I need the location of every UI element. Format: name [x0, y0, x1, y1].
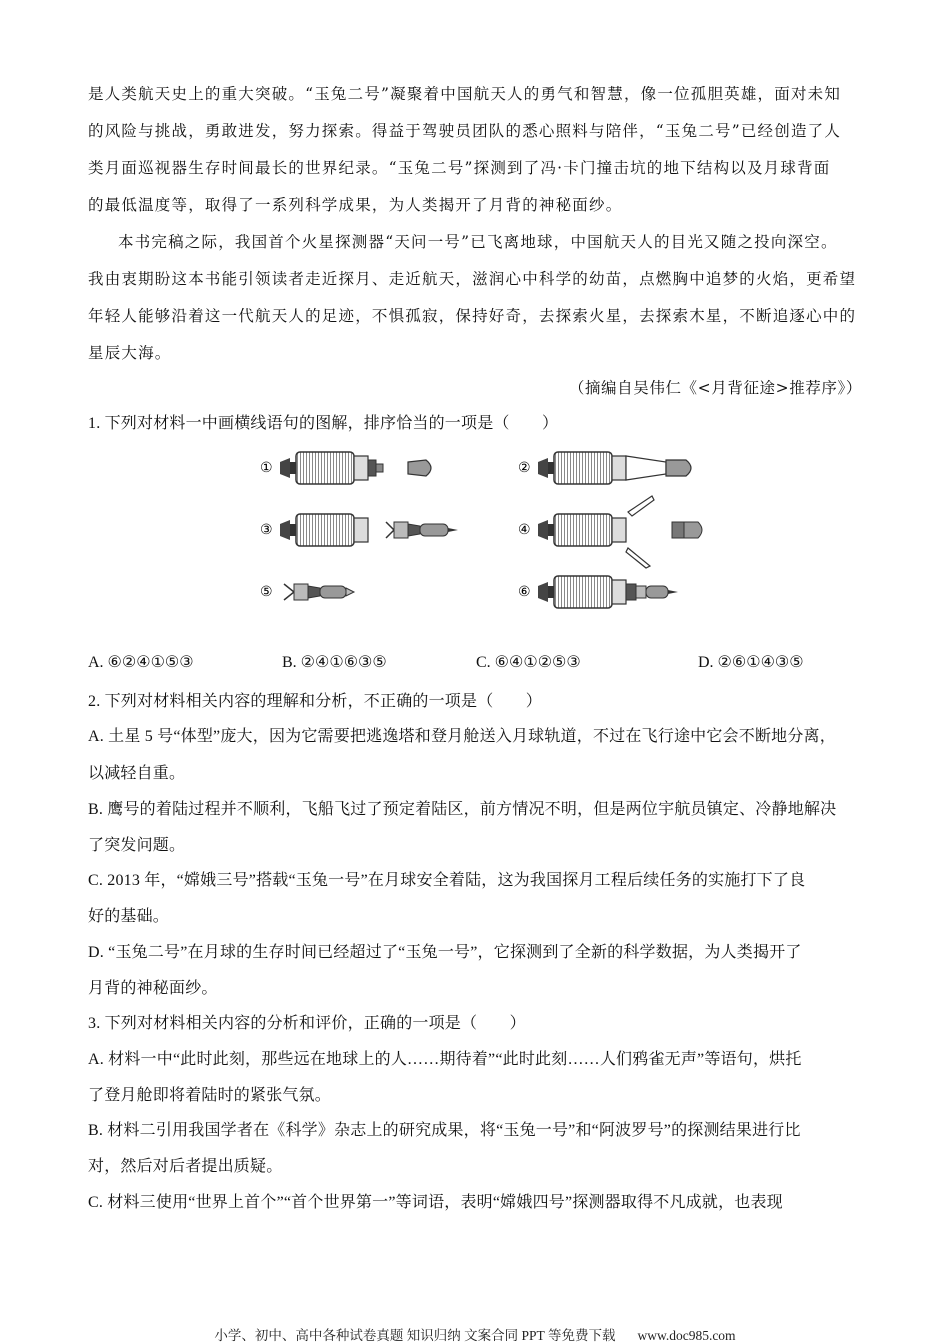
q1-option-d: D. ②⑥①④③⑤ — [698, 654, 804, 671]
figure-label-5: ⑤ — [260, 585, 273, 600]
passage-line: 年轻人能够沿着这一代航天人的足迹，不惧孤寂，保持好奇，去探索火星，去探索木星，不断追逐心中的 — [88, 307, 857, 325]
figure-item-2 — [518, 452, 691, 484]
footer-text: 小学、初中、高中各种试卷真题 知识归纳 文案合同 PPT 等免费下载 — [214, 1328, 616, 1343]
figure-item-3 — [260, 514, 458, 546]
q2-option-line: 月背的神秘面纱。 — [88, 980, 218, 997]
q2-option-line: B. 鹰号的着陆过程并不顺利，飞船飞过了预定着陆区，前方情况不明，但是两位宇航员镇定、冷静地解决 — [88, 801, 837, 818]
figure-item-5 — [260, 584, 354, 600]
q1-option-a: A. ⑥②④①⑤③ — [88, 654, 194, 671]
question-1-stem: 1. 下列对材料一中画横线语句的图解，排序恰当的一项是（ ） — [88, 415, 559, 432]
passage-line: 的最低温度等，取得了一系列科学成果，为人类揭开了月背的神秘面纱。 — [88, 196, 623, 214]
q2-option-line: D. “玉兔二号”在月球的生存时间已经超过了“玉兔一号”，它探测到了全新的科学数据，为人类揭开了 — [88, 944, 802, 961]
passage-line: 是人类航天史上的重大突破。“玉兔二号”凝聚着中国航天人的勇气和智慧，像一位孤胆英雄，面对未知 — [88, 85, 842, 103]
q1-option-c: C. ⑥④①②⑤③ — [476, 654, 581, 671]
q2-option-line: C. 2013 年，“嫦娥三号”搭载“玉兔一号”在月球安全着陆，这为我国探月工程后续任务的实施打下了良 — [88, 872, 806, 889]
q3-option-line: 了登月舱即将着陆时的紧张气氛。 — [88, 1087, 332, 1104]
passage-line: 本书完稿之际，我国首个火星探测器“天问一号”已飞离地球，中国航天人的目光又随之投向深空。 — [118, 233, 838, 251]
figure-label-4: ④ — [518, 523, 531, 538]
figure-item-1 — [260, 452, 431, 484]
passage-line: 类月面巡视器生存时间最长的世界纪录。“玉兔二号”探测到了冯·卡门撞击坑的地下结构以及月球背面 — [88, 159, 831, 177]
passage-source: （摘编自吴伟仁《<月背征途>推荐序》） — [568, 379, 862, 397]
figure-label-1: ① — [260, 461, 273, 476]
q2-option-line: A. 土星 5 号“体型”庞大，因为它需要把逃逸塔和登月舱送入月球轨道，不过在飞行途中它会不断地分离， — [88, 728, 836, 745]
question-2-stem: 2. 下列对材料相关内容的理解和分析，不正确的一项是（ ） — [88, 693, 543, 710]
page-footer — [0, 1324, 950, 1344]
q1-option-b: B. ②④①⑥③⑤ — [282, 654, 387, 671]
q3-option-line: A. 材料一中“此时此刻，那些远在地球上的人……期待着”“此时此刻……人们鸦雀无声”等语句，烘托 — [88, 1051, 802, 1068]
passage-line: 的风险与挑战，勇敢进发，努力探索。得益于驾驶员团队的悉心照料与陪伴，“玉兔二号”已经创造了人 — [88, 122, 842, 140]
footer-link[interactable]: www.doc985.com — [637, 1328, 736, 1343]
q2-option-line: 以减轻自重。 — [88, 765, 186, 782]
figure-item-6 — [518, 576, 678, 608]
figure-item-4 — [518, 496, 702, 568]
passage-line: 我由衷期盼这本书能引领读者走近探月、走近航天，滋润心中科学的幼苗，点燃胸中追梦的火焰，更希望 — [88, 270, 857, 288]
rocket-sequence-figure — [258, 440, 718, 620]
passage-line: 星辰大海。 — [88, 344, 172, 362]
q3-option-line: C. 材料三使用“世界上首个”“首个世界第一”等词语，表明“嫦娥四号”探测器取得不凡成就，也表现 — [88, 1194, 783, 1211]
figure-label-6: ⑥ — [518, 585, 531, 600]
figure-label-2: ② — [518, 461, 531, 476]
figure-label-3: ③ — [260, 523, 273, 538]
question-3-stem: 3. 下列对材料相关内容的分析和评价，正确的一项是（ ） — [88, 1015, 526, 1032]
q3-option-line: 对，然后对后者提出质疑。 — [88, 1158, 283, 1175]
q3-option-line: B. 材料二引用我国学者在《科学》杂志上的研究成果，将“玉兔一号”和“阿波罗号”的探测结果进行比 — [88, 1122, 801, 1139]
q2-option-line: 了突发问题。 — [88, 837, 186, 854]
q2-option-line: 好的基础。 — [88, 908, 170, 925]
